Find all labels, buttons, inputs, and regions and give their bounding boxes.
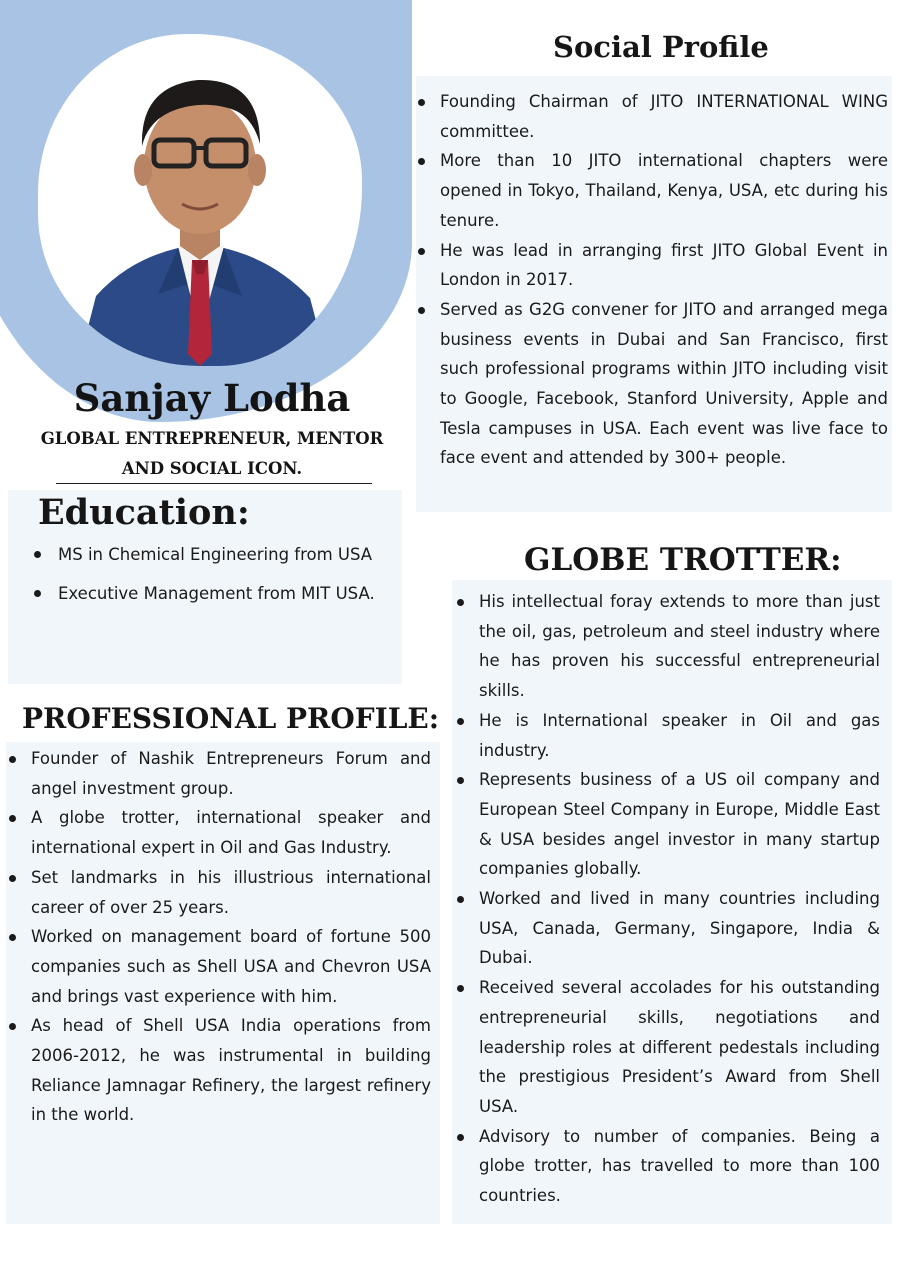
profile-photo: [38, 34, 362, 366]
list-item: As head of Shell USA India operations from 2006-2012, he was instrumental in building Reliance Jamnagar Refinery, the largest refinery in the world.: [7, 1011, 431, 1130]
list-item: He is International speaker in Oil and gas industry.: [455, 706, 880, 765]
list-item: Founding Chairman of JITO INTERNATIONAL WING committee.: [416, 87, 888, 146]
list-item: Advisory to number of companies. Being a globe trotter, has travelled to more than 100 countries.: [455, 1122, 880, 1211]
education-heading: Education:: [38, 492, 250, 533]
list-item: Worked and lived in many countries including USA, Canada, Germany, Singapore, India & Dubai.: [455, 884, 880, 973]
profile-name: Sanjay Lodha: [73, 376, 351, 420]
list-item: His intellectual foray extends to more than just the oil, gas, petroleum and steel industry where he has proven his successful entrepreneurial skills.: [455, 587, 880, 706]
list-item: He was lead in arranging first JITO Global Event in London in 2017.: [416, 236, 888, 295]
globe-trotter-heading: GLOBE TROTTER:: [524, 542, 842, 578]
list-item: Worked on management board of fortune 500 companies such as Shell USA and Chevron USA and brings vast experience with him.: [7, 922, 431, 1011]
social-profile-heading: Social Profile: [553, 30, 769, 64]
list-item: A globe trotter, international speaker and international expert in Oil and Gas Industry.: [7, 803, 431, 862]
professional-profile-heading: PROFESSIONAL PROFILE:: [22, 702, 440, 735]
social-profile-list: [416, 87, 888, 473]
list-item: Received several accolades for his outstanding entrepreneurial skills, negotiations and leadership roles at different pedestals including the prestigious President’s Award from Shell USA.: [455, 973, 880, 1122]
list-item: More than 10 JITO international chapters were opened in Tokyo, Thailand, Kenya, USA, etc during his tenure.: [416, 146, 888, 235]
list-item: Served as G2G convener for JITO and arranged mega business events in Dubai and San Francisco, first such professional programs within JITO including visit to Google, Facebook, Stanford University, Apple and Tesla campuses in USA. Each event was live face to face event and attended by 300+ people.: [416, 295, 888, 473]
list-item: Represents business of a US oil company and European Steel Company in Europe, Middle East & USA besides angel investor in many startup companies globally.: [455, 765, 880, 884]
list-item: MS in Chemical Engineering from USA: [32, 535, 382, 574]
professional-profile-list: [7, 744, 431, 1130]
profile-tagline: GLOBAL ENTREPRENEUR, MENTOR AND SOCIAL ICON.: [40, 429, 384, 478]
list-item: Set landmarks in his illustrious international career of over 25 years.: [7, 863, 431, 922]
list-item: Founder of Nashik Entrepreneurs Forum and angel investment group.: [7, 744, 431, 803]
name-divider: [56, 483, 372, 484]
globe-trotter-list: [455, 587, 880, 1211]
education-list: [32, 535, 382, 613]
list-item: Executive Management from MIT USA.: [32, 574, 382, 613]
portrait-illustration: [38, 34, 362, 366]
